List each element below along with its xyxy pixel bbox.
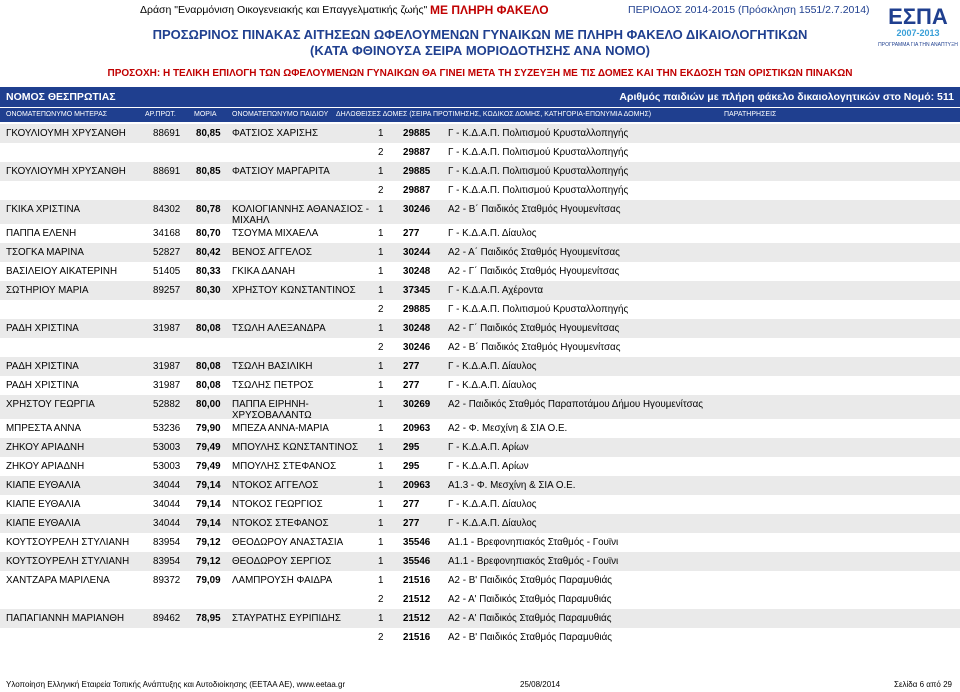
preference-order: 1	[378, 556, 384, 567]
structure-code: 30246	[403, 342, 431, 353]
table-row	[0, 609, 960, 628]
child-name: ΛΑΜΠΡΟΥΣΗ ΦΑΙΔΡΑ	[232, 575, 333, 586]
score: 79,14	[196, 499, 221, 510]
structure-code: 21512	[403, 613, 431, 624]
table-row	[0, 419, 960, 438]
preference-order: 1	[378, 613, 384, 624]
col-mother: ΟΝΟΜΑΤΕΠΩΝΥΜΟ ΜΗΤΕΡΑΣ	[6, 111, 108, 118]
structure-name: Γ - Κ.Δ.Α.Π. Δίαυλος	[448, 228, 537, 239]
preference-order: 1	[378, 480, 384, 491]
mother-name: ΡΑΔΗ ΧΡΙΣΤΙΝΑ	[6, 323, 79, 334]
structure-name: Α1.1 - Βρεφονηπιακός Σταθμός - Γουϊνι	[448, 556, 619, 567]
child-name: ΝΤΟΚΟΣ ΓΕΩΡΓΙΟΣ	[232, 499, 323, 510]
structure-code: 37345	[403, 285, 431, 296]
table-row	[0, 224, 960, 243]
period-label: ΠΕΡΙΟΔΟΣ 2014-2015 (Πρόσκληση 1551/2.7.2014)	[628, 4, 870, 16]
structure-name: Γ - Κ.Δ.Α.Π. Δίαυλος	[448, 499, 537, 510]
col-protocol: ΑΡ.ΠΡΩΤ.	[145, 111, 176, 118]
protocol-number: 52827	[153, 247, 181, 258]
mother-name: ΡΑΔΗ ΧΡΙΣΤΙΝΑ	[6, 361, 79, 372]
protocol-number: 34044	[153, 480, 181, 491]
score: 80,42	[196, 247, 221, 258]
notice-text: ΠΡΟΣΟΧΗ: Η ΤΕΛΙΚΗ ΕΠΙΛΟΓΗ ΤΩΝ ΩΦΕΛΟΥΜΕΝΩΝ ΓΥΝΑΙΚΩΝ ΘΑ ΓΙΝΕΙ ΜΕΤΑ ΤΗ ΣΥΖΕΥΞΗ ΜΕ ΤΙΣ ΔΟΜΕΣ ΚΑΙ ΤΗΝ ΕΚΔΟΣΗ ΤΩΝ ΟΡΙΣΤΙΚΩΝ ΠΙΝΑΚΩΝ	[107, 68, 853, 79]
child-name: ΧΡΗΣΤΟΥ ΚΩΝΣΤΑΝΤΙΝΟΣ	[232, 285, 356, 296]
structure-code: 29885	[403, 166, 431, 177]
table-row	[0, 243, 960, 262]
score: 79,49	[196, 461, 221, 472]
score: 80,70	[196, 228, 221, 239]
preference-order: 1	[378, 247, 384, 258]
preference-order: 2	[378, 632, 384, 643]
table-row	[0, 162, 960, 181]
preference-order: 1	[378, 128, 384, 139]
structure-code: 30244	[403, 247, 431, 258]
structure-code: 277	[403, 361, 420, 372]
child-name: ΤΣΟΥΜΑ ΜΙΧΑΕΛΑ	[232, 228, 319, 239]
protocol-number: 84302	[153, 204, 181, 215]
mother-name: ΒΑΣΙΛΕΙΟΥ ΑΙΚΑΤΕΡΙΝΗ	[6, 266, 118, 277]
table-row	[0, 300, 960, 319]
structure-name: Α2 - Β΄ Παιδικός Σταθμός Ηγουμενίτσας	[448, 204, 621, 215]
score: 79,12	[196, 537, 221, 548]
structure-code: 29887	[403, 147, 431, 158]
table-row	[0, 571, 960, 590]
score: 78,95	[196, 613, 221, 624]
protocol-number: 31987	[153, 361, 181, 372]
footer	[0, 678, 960, 692]
table-row	[0, 438, 960, 457]
score: 80,85	[196, 128, 221, 139]
table-row	[0, 533, 960, 552]
structure-code: 21516	[403, 575, 431, 586]
preference-order: 1	[378, 323, 384, 334]
mother-name: ΚΟΥΤΣΟΥΡΕΛΗ ΣΤΥΛΙΑΝΗ	[6, 537, 130, 548]
structure-code: 277	[403, 518, 420, 529]
svg-text:ΕΣΠΑ: ΕΣΠΑ	[888, 4, 948, 29]
child-name: ΜΠΕΖΑ ΑΝΝΑ-ΜΑΡΙΑ	[232, 423, 329, 434]
title-line-1: ΠΡΟΣΩΡΙΝΟΣ ΠΙΝΑΚΑΣ ΑΙΤΗΣΕΩΝ ΩΦΕΛΟΥΜΕΝΩΝ ΓΥΝΑΙΚΩΝ ΜΕ ΠΛΗΡΗ ΦΑΚΕΛΟ ΔΙΚΑΙΟΛΟΓΗΤΙΚΩΝ	[152, 27, 808, 42]
structure-name: Γ - Κ.Δ.Α.Π. Δίαυλος	[448, 518, 537, 529]
structure-name: Γ - Κ.Δ.Α.Π. Δίαυλος	[448, 361, 537, 372]
mother-name: ΚΙΑΠΕ ΕΥΘΑΛΙΑ	[6, 499, 81, 510]
preference-order: 2	[378, 147, 384, 158]
structure-code: 29887	[403, 185, 431, 196]
footer-date: 25/08/2014	[520, 680, 561, 689]
structure-name: Γ - Κ.Δ.Α.Π. Πολιτισμού Κρυσταλλοπηγής	[448, 304, 629, 315]
col-structures: ΔΗΛΩΘΕΙΣΕΣ ΔΟΜΕΣ (ΣΕΙΡΑ ΠΡΟΤΙΜΗΣΗΣ, ΚΩΔΙΚΟΣ ΔΟΜΗΣ, ΚΑΤΗΓΟΡΙΑ-ΕΠΩΝΥΜΙΑ ΔΟΜΗΣ)	[336, 111, 652, 118]
col-score: ΜΟΡΙΑ	[194, 111, 217, 118]
table-row	[0, 124, 960, 143]
protocol-number: 34168	[153, 228, 181, 239]
preference-order: 2	[378, 304, 384, 315]
protocol-number: 83954	[153, 537, 181, 548]
structure-code: 30248	[403, 266, 431, 277]
child-name: ΒΕΝΟΣ ΑΓΓΕΛΟΣ	[232, 247, 312, 258]
child-name: ΜΠΟΥΛΗΣ ΣΤΕΦΑΝΟΣ	[232, 461, 337, 472]
table-row	[0, 395, 960, 419]
structure-code: 30248	[403, 323, 431, 334]
child-name: ΦΑΤΣΙΟΣ ΧΑΡΙΣΗΣ	[232, 128, 319, 139]
table-row	[0, 590, 960, 609]
preference-order: 1	[378, 575, 384, 586]
structure-name: Α2 - Α΄ Παιδικός Σταθμός Ηγουμενίτσας	[448, 247, 620, 258]
protocol-number: 88691	[153, 128, 181, 139]
preference-order: 1	[378, 442, 384, 453]
mother-name: ΓΚΟΥΛΙΟΥΜΗ ΧΡΥΣΑΝΘΗ	[6, 128, 126, 139]
results-table	[0, 124, 960, 647]
child-name: ΘΕΟΔΩΡΟΥ ΑΝΑΣΤΑΣΙΑ	[232, 537, 344, 548]
mother-name: ΠΑΠΠΑ ΕΛΕΝΗ	[6, 228, 77, 239]
mother-name: ΚΙΑΠΕ ΕΥΘΑΛΙΑ	[6, 518, 81, 529]
structure-code: 35546	[403, 556, 431, 567]
protocol-number: 53003	[153, 461, 181, 472]
protocol-number: 89372	[153, 575, 181, 586]
region-band	[0, 87, 960, 107]
svg-text:ΠΡΟΓΡΑΜΜΑ ΓΙΑ ΤΗΝ ΑΝΑΠΤΥΞΗ: ΠΡΟΓΡΑΜΜΑ ΓΙΑ ΤΗΝ ΑΝΑΠΤΥΞΗ	[878, 42, 958, 48]
structure-code: 30269	[403, 399, 431, 410]
table-row	[0, 376, 960, 395]
score: 80,85	[196, 166, 221, 177]
structure-name: Α2 - Β' Παιδικός Σταθμός Παραμυθιάς	[448, 575, 612, 586]
col-child: ΟΝΟΜΑΤΕΠΩΝΥΜΟ ΠΑΙΔΙΟΥ	[232, 111, 329, 118]
footer-page: Σελίδα 6 από 29	[894, 680, 952, 689]
child-name: ΜΠΟΥΛΗΣ ΚΩΝΣΤΑΝΤΙΝΟΣ	[232, 442, 359, 453]
child-name: ΘΕΟΔΩΡΟΥ ΣΕΡΓΙΟΣ	[232, 556, 332, 567]
child-name: ΣΤΑΥΡΑΤΗΣ ΕΥΡΙΠΙΔΗΣ	[232, 613, 341, 624]
structure-name: Α1.3 - Φ. Μεσχίνη & ΣΙΑ Ο.Ε.	[448, 480, 576, 491]
protocol-number: 31987	[153, 380, 181, 391]
structure-code: 277	[403, 228, 420, 239]
mother-name: ΤΣΟΓΚΑ ΜΑΡΙΝΑ	[6, 247, 84, 258]
structure-code: 21512	[403, 594, 431, 605]
column-header-row	[0, 108, 960, 122]
preference-order: 1	[378, 266, 384, 277]
score: 80,08	[196, 380, 221, 391]
protocol-number: 51405	[153, 266, 181, 277]
mother-name: ΖΗΚΟΥ ΑΡΙΑΔΝΗ	[6, 461, 85, 472]
region-name: ΝΟΜΟΣ ΘΕΣΠΡΩΤΙΑΣ	[6, 91, 116, 103]
table-row	[0, 495, 960, 514]
protocol-number: 34044	[153, 518, 181, 529]
mother-name: ΣΩΤΗΡΙΟΥ ΜΑΡΙΑ	[6, 285, 89, 296]
structure-code: 277	[403, 499, 420, 510]
structure-name: Α1.1 - Βρεφονηπιακός Σταθμός - Γουϊνι	[448, 537, 619, 548]
mother-name: ΧΡΗΣΤΟΥ ΓΕΩΡΓΙΑ	[6, 399, 95, 410]
structure-name: Α2 - Φ. Μεσχίνη & ΣΙΑ Ο.Ε.	[448, 423, 568, 434]
protocol-number: 34044	[153, 499, 181, 510]
table-row	[0, 476, 960, 495]
table-row	[0, 552, 960, 571]
score: 79,49	[196, 442, 221, 453]
preference-order: 1	[378, 204, 384, 215]
structure-code: 35546	[403, 537, 431, 548]
svg-text:2007-2013: 2007-2013	[896, 28, 940, 38]
protocol-number: 89257	[153, 285, 181, 296]
structure-name: Α2 - Α' Παιδικός Σταθμός Παραμυθιάς	[448, 594, 612, 605]
child-name: ΤΣΩΛΗ ΒΑΣΙΛΙΚΗ	[232, 361, 313, 372]
table-row	[0, 319, 960, 338]
program-label: Δράση "Εναρμόνιση Οικογενειακής και Επαγγελματικής ζωής"	[140, 4, 428, 16]
structure-name: Α2 - Γ΄ Παιδικός Σταθμός Ηγουμενίτσας	[448, 323, 620, 334]
structure-name: Α2 - Β' Παιδικός Σταθμός Παραμυθιάς	[448, 632, 612, 643]
table-row	[0, 200, 960, 224]
table-row	[0, 514, 960, 533]
score: 80,30	[196, 285, 221, 296]
footer-org: Υλοποίηση Ελληνική Εταιρεία Τοπικής Ανάπτυξης και Αυτοδιοίκησης (ΕΕΤΑΑ ΑΕ), www.eetaa.gr	[6, 680, 346, 689]
preference-order: 2	[378, 185, 384, 196]
preference-order: 1	[378, 461, 384, 472]
protocol-number: 52882	[153, 399, 181, 410]
structure-code: 295	[403, 461, 420, 472]
protocol-number: 83954	[153, 556, 181, 567]
protocol-number: 53236	[153, 423, 181, 434]
score: 80,08	[196, 323, 221, 334]
structure-code: 20963	[403, 423, 431, 434]
mother-name: ΓΚΟΥΛΙΟΥΜΗ ΧΡΥΣΑΝΘΗ	[6, 166, 126, 177]
mother-name: ΠΑΠΑΓΙΑΝΝΗ ΜΑΡΙΑΝΘΗ	[6, 613, 125, 624]
mother-name: ΚΟΥΤΣΟΥΡΕΛΗ ΣΤΥΛΙΑΝΗ	[6, 556, 130, 567]
status-label: ΜΕ ΠΛΗΡΗ ΦΑΚΕΛΟ	[430, 3, 549, 17]
score: 79,12	[196, 556, 221, 567]
structure-name: Γ - Κ.Δ.Α.Π. Αρίων	[448, 442, 529, 453]
score: 80,08	[196, 361, 221, 372]
table-row	[0, 357, 960, 376]
mother-name: ΚΙΑΠΕ ΕΥΘΑΛΙΑ	[6, 480, 81, 491]
protocol-number: 53003	[153, 442, 181, 453]
structure-name: Γ - Κ.Δ.Α.Π. Πολιτισμού Κρυσταλλοπηγής	[448, 147, 629, 158]
table-row	[0, 457, 960, 476]
top-header	[0, 4, 960, 18]
title-line-2: (ΚΑΤΑ ΦΘΙΝΟΥΣΑ ΣΕΙΡΑ ΜΟΡΙΟΔΟΤΗΣΗΣ ΑΝΑ ΝΟΜΟ)	[310, 43, 650, 58]
protocol-number: 88691	[153, 166, 181, 177]
child-count: Αριθμός παιδιών με πλήρη φάκελο δικαιολογητικών στο Νομό: 511	[619, 91, 954, 103]
child-name: ΝΤΟΚΟΣ ΣΤΕΦΑΝΟΣ	[232, 518, 329, 529]
protocol-number: 89462	[153, 613, 181, 624]
preference-order: 2	[378, 342, 384, 353]
structure-code: 29885	[403, 128, 431, 139]
mother-name: ΧΑΝΤΖΑΡΑ ΜΑΡΙΛΕΝΑ	[6, 575, 110, 586]
score: 79,14	[196, 480, 221, 491]
score: 80,78	[196, 204, 221, 215]
child-name: ΠΑΠΠΑ ΕΙΡΗΝΗ- ΧΡΥΣΟΒΑΛΑΝΤΩ	[232, 399, 312, 421]
structure-name: Α2 - Α' Παιδικός Σταθμός Παραμυθιάς	[448, 613, 612, 624]
table-row	[0, 181, 960, 200]
score: 80,00	[196, 399, 221, 410]
mother-name: ΜΠΡΕΣΤΑ ΑΝΝΑ	[6, 423, 82, 434]
structure-code: 20963	[403, 480, 431, 491]
score: 79,09	[196, 575, 221, 586]
child-name: ΝΤΟΚΟΣ ΑΓΓΕΛΟΣ	[232, 480, 319, 491]
score: 79,90	[196, 423, 221, 434]
score: 80,33	[196, 266, 221, 277]
child-name: ΓΚΙΚΑ ΔΑΝΑΗ	[232, 266, 296, 277]
mother-name: ΡΑΔΗ ΧΡΙΣΤΙΝΑ	[6, 380, 79, 391]
preference-order: 1	[378, 423, 384, 434]
structure-name: Γ - Κ.Δ.Α.Π. Πολιτισμού Κρυσταλλοπηγής	[448, 185, 629, 196]
preference-order: 1	[378, 499, 384, 510]
structure-code: 277	[403, 380, 420, 391]
table-row	[0, 628, 960, 647]
structure-name: Γ - Κ.Δ.Α.Π. Αρίων	[448, 461, 529, 472]
table-row	[0, 262, 960, 281]
preference-order: 1	[378, 399, 384, 410]
preference-order: 1	[378, 361, 384, 372]
structure-code: 29885	[403, 304, 431, 315]
mother-name: ΖΗΚΟΥ ΑΡΙΑΔΝΗ	[6, 442, 85, 453]
child-name: ΤΣΩΛΗΣ ΠΕΤΡΟΣ	[232, 380, 314, 391]
preference-order: 1	[378, 166, 384, 177]
structure-name: Α2 - Γ΄ Παιδικός Σταθμός Ηγουμενίτσας	[448, 266, 620, 277]
score: 79,14	[196, 518, 221, 529]
structure-name: Γ - Κ.Δ.Α.Π. Δίαυλος	[448, 380, 537, 391]
preference-order: 1	[378, 285, 384, 296]
structure-code: 21516	[403, 632, 431, 643]
structure-name: Α2 - Β΄ Παιδικός Σταθμός Ηγουμενίτσας	[448, 342, 621, 353]
structure-name: Α2 - Παιδικός Σταθμός Παραποτάμου Δήμου Ηγουμενίτσας	[448, 399, 704, 410]
child-name: ΤΣΩΛΗ ΑΛΕΞΑΝΔΡΑ	[232, 323, 326, 334]
child-name: ΚΟΛΙΟΓΙΑΝΝΗΣ ΑΘΑΝΑΣΙΟΣ - ΜΙΧΑΗΛ	[232, 204, 370, 226]
preference-order: 1	[378, 518, 384, 529]
preference-order: 2	[378, 594, 384, 605]
protocol-number: 31987	[153, 323, 181, 334]
structure-name: Γ - Κ.Δ.Α.Π. Αχέροντα	[448, 285, 544, 296]
structure-name: Γ - Κ.Δ.Α.Π. Πολιτισμού Κρυσταλλοπηγής	[448, 166, 629, 177]
preference-order: 1	[378, 380, 384, 391]
structure-name: Γ - Κ.Δ.Α.Π. Πολιτισμού Κρυσταλλοπηγής	[448, 128, 629, 139]
table-row	[0, 143, 960, 162]
structure-code: 30246	[403, 204, 431, 215]
preference-order: 1	[378, 537, 384, 548]
child-name: ΦΑΤΣΙΟΥ ΜΑΡΓΑΡΙΤΑ	[232, 166, 330, 177]
table-row	[0, 281, 960, 300]
mother-name: ΓΚΙΚΑ ΧΡΙΣΤΙΝΑ	[6, 204, 81, 215]
preference-order: 1	[378, 228, 384, 239]
structure-code: 295	[403, 442, 420, 453]
table-row	[0, 338, 960, 357]
col-notes: ΠΑΡΑΤΗΡΗΣΕΙΣ	[724, 111, 777, 118]
